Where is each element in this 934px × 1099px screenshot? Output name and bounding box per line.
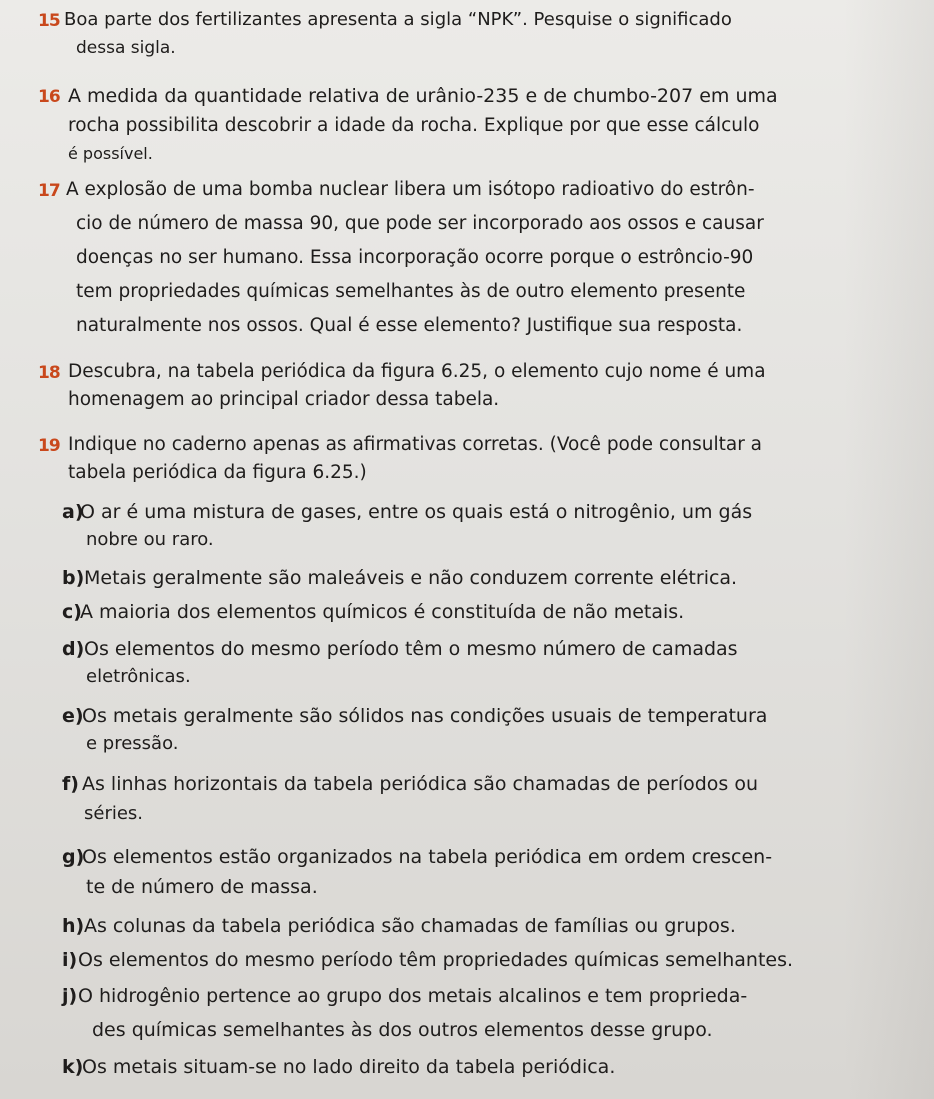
- question-number: 17: [38, 181, 60, 201]
- option-text-line: As colunas da tabela periódica são chamadas de famílias ou grupos.: [84, 915, 736, 937]
- question-text-line: é possível.: [68, 144, 153, 163]
- question-text-line: doenças no ser humano. Essa incorporação ocorre porque o estrôncio-90: [76, 247, 754, 268]
- question-number: 18: [38, 363, 60, 383]
- option-text-line: te de número de massa.: [86, 876, 318, 898]
- option-text-line: A maioria dos elementos químicos é constituída de não metais.: [80, 601, 685, 623]
- option-letter: f): [62, 773, 79, 795]
- question-text-line: A explosão de uma bomba nuclear libera um isótopo radioativo do estrôn-: [66, 179, 755, 200]
- option-letter: j): [62, 985, 78, 1007]
- option-letter: c): [62, 601, 82, 623]
- option-text-line: nobre ou raro.: [86, 529, 214, 550]
- option-letter: h): [62, 915, 85, 937]
- option-letter: a): [62, 501, 84, 523]
- question-text-line: homenagem ao principal criador dessa tabela.: [68, 389, 500, 410]
- question-text-line: naturalmente nos ossos. Qual é esse elemento? Justifique sua resposta.: [76, 315, 743, 336]
- question-text-line: Boa parte dos fertilizantes apresenta a sigla “NPK”. Pesquise o significado: [64, 9, 732, 30]
- option-letter: b): [62, 567, 85, 589]
- option-text-line: Metais geralmente são maleáveis e não conduzem corrente elétrica.: [84, 567, 738, 589]
- question-number: 15: [38, 11, 60, 31]
- option-text-line: Os elementos do mesmo período têm propriedades químicas semelhantes.: [78, 949, 794, 971]
- question-text-line: tem propriedades químicas semelhantes às de outro elemento presente: [76, 281, 746, 302]
- question-text-line: rocha possibilita descobrir a idade da rocha. Explique por que esse cálculo: [68, 115, 760, 136]
- option-text-line: Os elementos estão organizados na tabela periódica em ordem crescen-: [82, 846, 773, 868]
- option-letter: d): [62, 638, 85, 660]
- option-text-line: eletrônicas.: [86, 666, 191, 687]
- question-text-line: A medida da quantidade relativa de urânio-235 e de chumbo-207 em uma: [68, 85, 778, 107]
- question-text-line: Descubra, na tabela periódica da figura 6.25, o elemento cujo nome é uma: [68, 361, 766, 382]
- question-text-line: tabela periódica da figura 6.25.): [68, 462, 367, 483]
- option-letter: e): [62, 705, 84, 727]
- question-text-line: cio de número de massa 90, que pode ser incorporado aos ossos e causar: [76, 213, 764, 234]
- option-letter: k): [62, 1056, 84, 1078]
- option-text-line: Os metais geralmente são sólidos nas condições usuais de temperatura: [82, 705, 768, 727]
- option-text-line: Os metais situam-se no lado direito da tabela periódica.: [82, 1056, 616, 1078]
- option-text-line: des químicas semelhantes às dos outros elementos desse grupo.: [92, 1019, 713, 1041]
- page-shadow: [844, 0, 934, 1099]
- option-text-line: e pressão.: [86, 733, 179, 754]
- option-text-line: O hidrogênio pertence ao grupo dos metais alcalinos e tem proprieda-: [78, 985, 748, 1007]
- question-text-line: dessa sigla.: [76, 38, 176, 58]
- option-text-line: Os elementos do mesmo período têm o mesmo número de camadas: [84, 638, 738, 660]
- question-text-line: Indique no caderno apenas as afirmativas corretas. (Você pode consultar a: [68, 434, 763, 455]
- option-text-line: O ar é uma mistura de gases, entre os quais está o nitrogênio, um gás: [80, 501, 753, 523]
- option-letter: g): [62, 846, 85, 868]
- option-text-line: séries.: [84, 803, 144, 824]
- option-text-line: As linhas horizontais da tabela periódica são chamadas de períodos ou: [82, 773, 759, 795]
- option-letter: i): [62, 949, 78, 971]
- question-number: 16: [38, 87, 60, 107]
- question-number: 19: [38, 436, 60, 456]
